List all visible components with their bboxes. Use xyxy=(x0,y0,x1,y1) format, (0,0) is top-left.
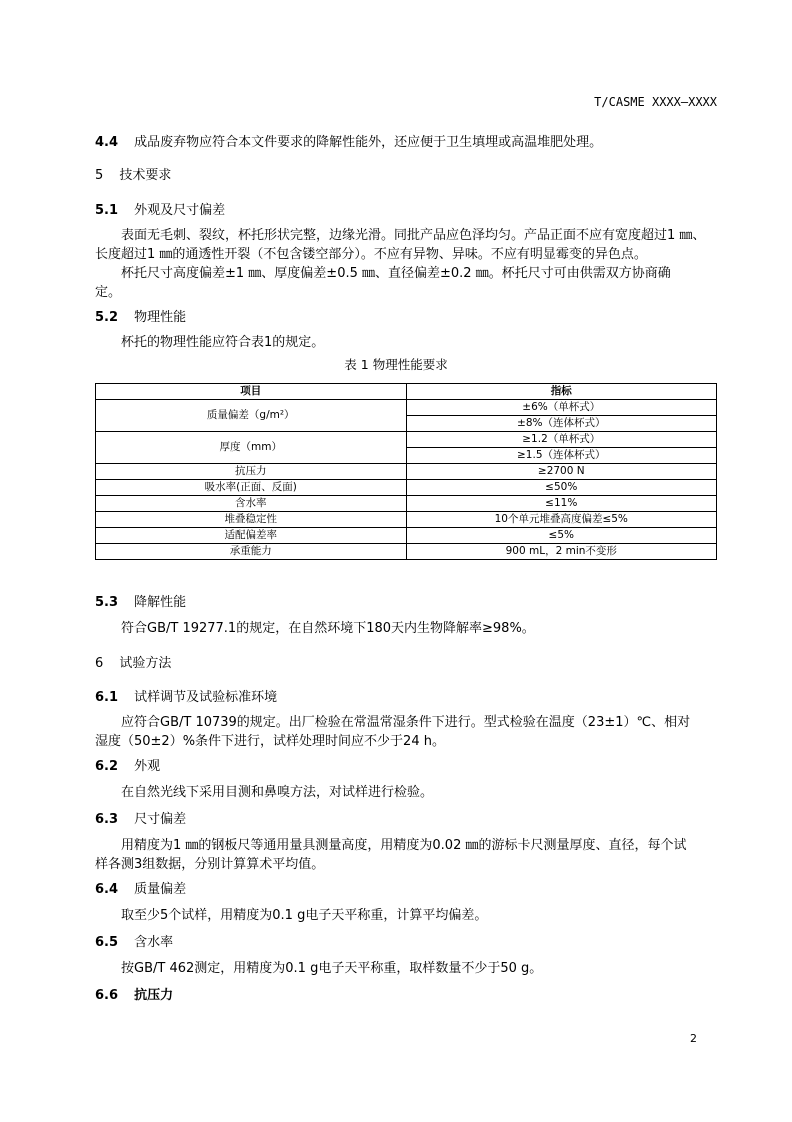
row-value: 10个单元堆叠高度偏差≤5% xyxy=(406,512,717,528)
page-number: 2 xyxy=(690,1032,697,1045)
section-6-2-heading xyxy=(95,755,160,774)
row-value: ≥2700 N xyxy=(406,464,717,480)
row-label: 承重能力 xyxy=(96,544,407,560)
section-5-3-heading xyxy=(95,591,186,610)
paragraph-line: 符合GB/T 19277.1的规定，在自然环境下180天内生物降解率≥98%。 xyxy=(121,621,535,636)
section-title: 物理性能 xyxy=(134,310,187,325)
section-number: 6 xyxy=(95,656,104,671)
row-value: ±6%（单杯式） xyxy=(406,400,717,416)
document-code: T/CASME XXXX—XXXX xyxy=(594,95,717,109)
row-label: 抗压力 xyxy=(96,464,407,480)
section-number: 5 xyxy=(95,168,104,183)
section-number: 5.1 xyxy=(95,203,119,218)
section-number: 6.3 xyxy=(95,812,119,827)
header-item: 项目 xyxy=(96,384,407,400)
section-6-5-heading xyxy=(95,931,173,950)
section-6-heading xyxy=(95,652,171,671)
section-number: 6.5 xyxy=(95,935,119,950)
table-row xyxy=(96,464,717,480)
paragraph-line: 杯托的物理性能应符合表1的规定。 xyxy=(121,335,325,350)
section-6-4-heading xyxy=(95,878,186,897)
paragraph-line: 按GB/T 462测定，用精度为0.1 g电子天平称重，取样数量不少于50 g。 xyxy=(121,961,543,976)
paragraph-line: 取至少5个试样，用精度为0.1 g电子天平称重，计算平均偏差。 xyxy=(121,908,488,923)
row-label: 含水率 xyxy=(96,496,407,512)
table-caption: 表 1 物理性能要求 xyxy=(344,357,448,372)
paragraph-line: 在自然光线下采用目测和鼻嗅方法，对试样进行检验。 xyxy=(121,785,434,800)
section-title: 含水率 xyxy=(134,935,174,950)
section-number: 5.3 xyxy=(95,595,119,610)
row-value: ≤50% xyxy=(406,480,717,496)
table-header-row xyxy=(96,384,717,400)
section-6-1-heading xyxy=(95,686,277,705)
row-value: ≥1.2（单杯式） xyxy=(406,432,717,448)
section-title: 尺寸偏差 xyxy=(134,812,187,827)
clause-4-4 xyxy=(95,131,602,150)
table-row xyxy=(96,512,717,528)
header-index: 指标 xyxy=(406,384,717,400)
row-label: 适配偏差率 xyxy=(96,528,407,544)
table-row xyxy=(96,432,717,448)
paragraph-line: 样各测3组数据，分别计算算术平均值。 xyxy=(95,857,325,872)
section-title: 外观及尺寸偏差 xyxy=(134,203,226,218)
physical-properties-table xyxy=(95,383,717,560)
paragraph-line: 定。 xyxy=(95,285,122,300)
row-label: 堆叠稳定性 xyxy=(96,512,407,528)
table-row xyxy=(96,544,717,560)
row-label: 质量偏差（g/m²） xyxy=(96,400,407,432)
section-title: 质量偏差 xyxy=(134,882,187,897)
section-title: 降解性能 xyxy=(134,595,187,610)
section-5-2-heading xyxy=(95,306,186,325)
table-row xyxy=(96,480,717,496)
section-title: 技术要求 xyxy=(119,168,172,183)
section-number: 6.2 xyxy=(95,759,119,774)
section-number: 6.4 xyxy=(95,882,119,897)
row-value: ±8%（连体杯式） xyxy=(406,416,717,432)
section-5-heading xyxy=(95,164,171,183)
row-label: 吸水率(正面、反面) xyxy=(96,480,407,496)
paragraph-line: 表面无毛刺、裂纹，杯托形状完整，边缘光滑。同批产品应色泽均匀。产品正面不应有宽度超过1 ㎜、 xyxy=(121,228,706,243)
section-title: 试样调节及试验标准环境 xyxy=(134,690,278,705)
paragraph-line: 应符合GB/T 10739的规定。出厂检验在常温常湿条件下进行。型式检验在温度（23±1）℃、相对 xyxy=(121,715,691,730)
section-title: 试验方法 xyxy=(119,656,172,671)
row-value: ≤11% xyxy=(406,496,717,512)
section-title: 抗压力 xyxy=(134,988,174,1003)
section-6-3-heading xyxy=(95,808,186,827)
section-number: 6.6 xyxy=(95,988,119,1003)
section-title: 外观 xyxy=(134,759,161,774)
table-row xyxy=(96,496,717,512)
row-value: 900 mL，2 min不变形 xyxy=(406,544,717,560)
paragraph-line: 长度超过1 ㎜的通透性开裂（不包含镂空部分）。不应有异物、异味。不应有明显霉变的异色点。 xyxy=(95,247,647,262)
section-number: 6.1 xyxy=(95,690,119,705)
paragraph-line: 用精度为1 ㎜的钢板尺等通用量具测量高度，用精度为0.02 ㎜的游标卡尺测量厚度、直径，每个试 xyxy=(121,838,687,853)
section-5-1-heading xyxy=(95,199,225,218)
table-row xyxy=(96,400,717,416)
section-number: 5.2 xyxy=(95,310,119,325)
table-row xyxy=(96,528,717,544)
row-value: ≥1.5（连体杯式） xyxy=(406,448,717,464)
paragraph-line: 杯托尺寸高度偏差±1 ㎜、厚度偏差±0.5 ㎜、直径偏差±0.2 ㎜。杯托尺寸可由供需双方协商确 xyxy=(121,266,671,281)
clause-number: 4.4 xyxy=(95,135,119,150)
row-label: 厚度（mm） xyxy=(96,432,407,464)
section-6-6-heading xyxy=(95,984,173,1003)
row-value: ≤5% xyxy=(406,528,717,544)
paragraph-line: 湿度（50±2）%条件下进行，试样处理时间应不少于24 h。 xyxy=(95,734,445,749)
clause-text: 成品废弃物应符合本文件要求的降解性能外，还应便于卫生填埋或高温堆肥处理。 xyxy=(134,135,603,150)
